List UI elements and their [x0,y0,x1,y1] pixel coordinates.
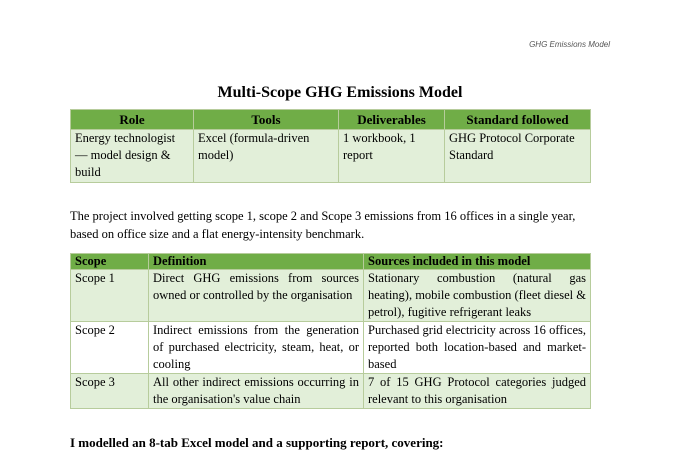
page-title: Multi-Scope GHG Emissions Model [217,84,463,101]
header-tools: Tools [194,110,339,130]
table-row [71,374,591,409]
scope-name: Scope 1 [71,270,149,322]
running-header: GHG Emissions Model [529,40,610,49]
scope-definition: Indirect emissions from the generation of purchased electricity, steam, heat, or cooling [149,322,364,374]
scope-sources: Purchased grid electricity across 16 offices, reported both location-based and market-based [364,322,591,374]
cell-deliverables: 1 workbook, 1 report [339,130,445,183]
scope-name: Scope 3 [71,374,149,409]
header-deliverables: Deliverables [339,110,445,130]
scope-sources: Stationary combustion (natural gas heating), mobile combustion (fleet diesel & petrol), fugitive refrigerant leaks [364,270,591,322]
cell-standard: GHG Protocol Corporate Standard [445,130,591,183]
scope-table [70,253,591,409]
summary-header-row [71,110,591,130]
table-row [71,270,591,322]
scope-definition: All other indirect emissions occurring in the organisation's value chain [149,374,364,409]
closing-line: I modelled an 8-tab Excel model and a supporting report, covering: [70,435,444,450]
header-scope: Scope [71,254,149,270]
summary-table [70,109,591,183]
table-row [71,322,591,374]
summary-row [71,130,591,183]
intro-paragraph: The project involved getting scope 1, scope 2 and Scope 3 emissions from 16 offices in a single year, based on office size and a flat energy-intensity benchmark. [70,209,576,241]
scope-header-row [71,254,591,270]
header-standard: Standard followed [445,110,591,130]
header-role: Role [71,110,194,130]
cell-tools: Excel (formula-driven model) [194,130,339,183]
header-sources: Sources included in this model [364,254,591,270]
scope-name: Scope 2 [71,322,149,374]
scope-sources: 7 of 15 GHG Protocol categories judged relevant to this organisation [364,374,591,409]
header-definition: Definition [149,254,364,270]
scope-definition: Direct GHG emissions from sources owned or controlled by the organisation [149,270,364,322]
cell-role: Energy technologist — model design & build [71,130,194,183]
